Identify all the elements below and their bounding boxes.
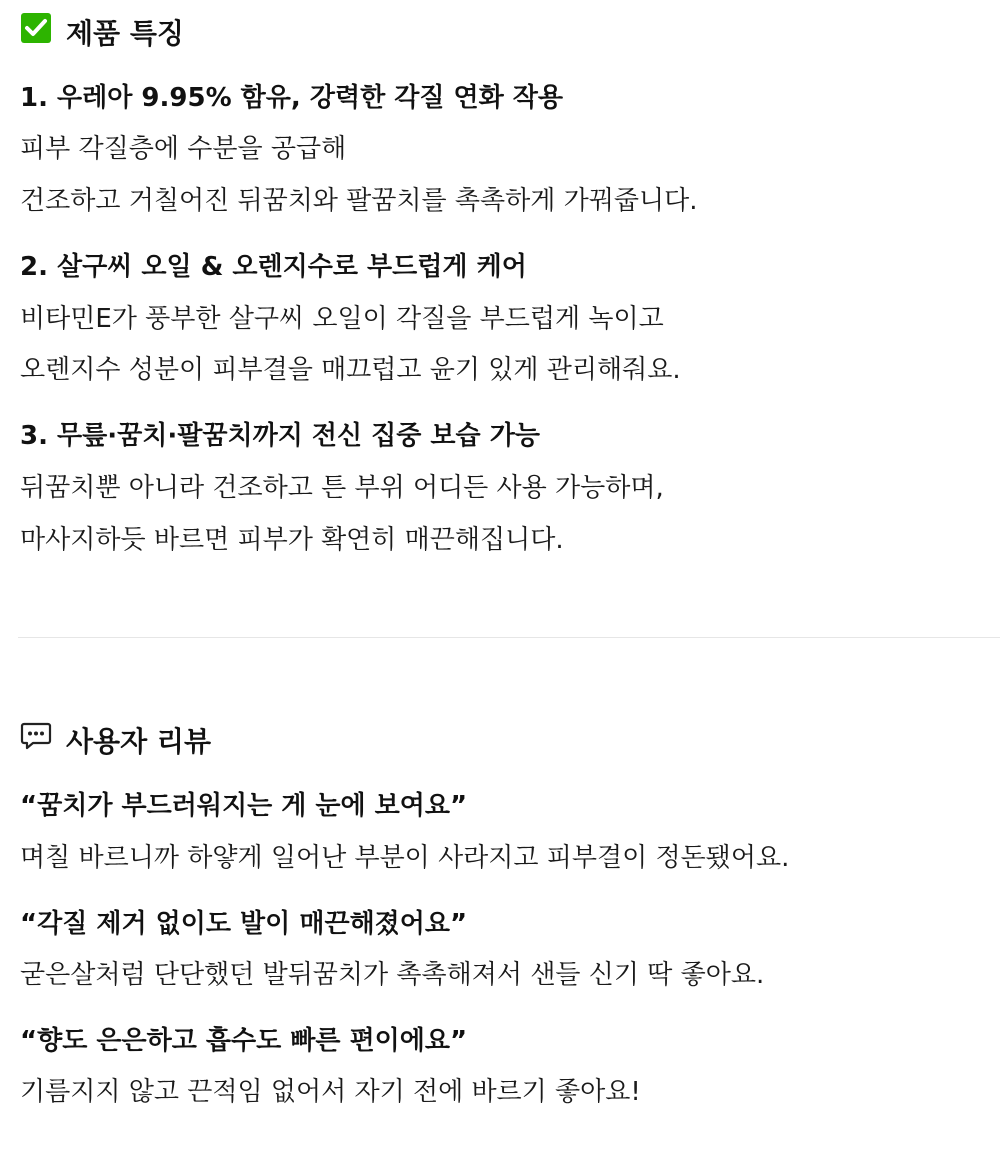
review-1-title: “꿈치가 부드러워지는 게 눈에 보여요” <box>20 791 468 821</box>
review-3-text: 기름지지 않고 끈적임 없어서 자기 전에 바르기 좋아요! <box>20 1077 641 1107</box>
feature-3-title: 3. 무릎·꿈치·팔꿈치까지 전신 집중 보습 가능 <box>20 421 540 451</box>
review-2-text: 굳은살처럼 단단했던 발뒤꿈치가 촉촉해져서 샌들 신기 딱 좋아요. <box>20 960 765 990</box>
feature-2-line-2: 오렌지수 성분이 피부결을 매끄럽고 윤기 있게 관리해줘요. <box>20 355 681 385</box>
reviews-heading-label: 사용자 리뷰 <box>66 724 211 758</box>
feature-3-line-2: 마사지하듯 바르면 피부가 확연히 매끈해집니다. <box>20 525 564 555</box>
check-box-icon <box>20 12 52 55</box>
review-2-title: “각질 제거 없이도 발이 매끈해졌어요” <box>20 909 468 939</box>
speech-bubble-icon <box>20 720 52 763</box>
feature-2-title: 2. 살구씨 오일 & 오렌지수로 부드럽게 케어 <box>20 252 527 282</box>
feature-1-line-2: 건조하고 거칠어진 뒤꿈치와 팔꿈치를 촉촉하게 가꿔줍니다. <box>20 186 698 216</box>
feature-1-line-1: 피부 각질층에 수분을 공급해 <box>20 134 347 164</box>
reviews-heading <box>20 720 211 763</box>
feature-1-title: 1. 우레아 9.95% 함유, 강력한 각질 연화 작용 <box>20 83 564 113</box>
features-heading <box>20 12 184 55</box>
section-divider <box>18 637 1000 638</box>
review-1-text: 며칠 바르니까 하얗게 일어난 부분이 사라지고 피부결이 정돈됐어요. <box>20 843 790 873</box>
feature-2-line-1: 비타민E가 풍부한 살구씨 오일이 각질을 부드럽게 녹이고 <box>20 304 664 334</box>
feature-3-line-1: 뒤꿈치뿐 아니라 건조하고 튼 부위 어디든 사용 가능하며, <box>20 473 664 503</box>
review-3-title: “향도 은은하고 흡수도 빠른 편이에요” <box>20 1026 468 1056</box>
features-heading-label: 제품 특징 <box>66 16 184 50</box>
